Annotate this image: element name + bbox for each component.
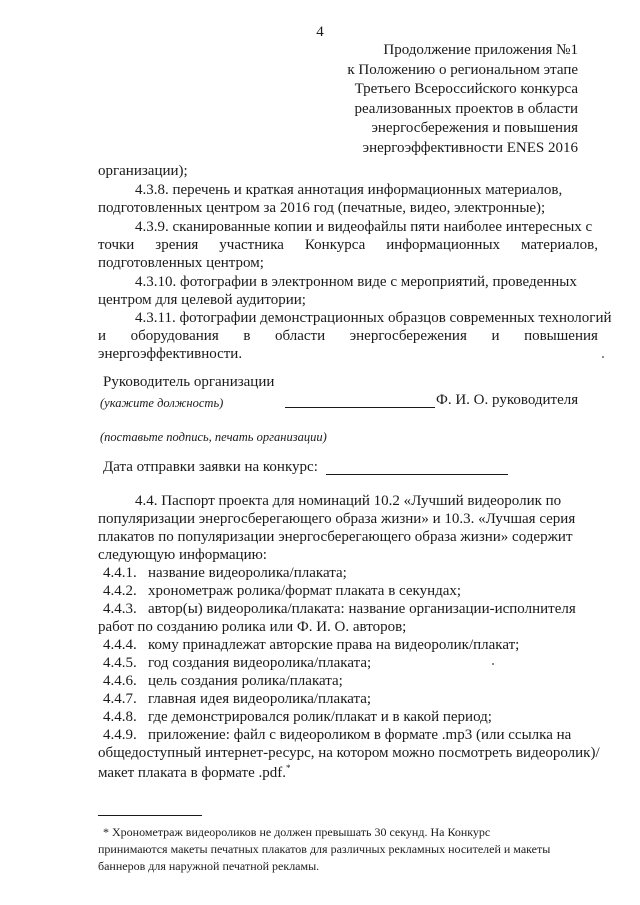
item-4-3-9-line2: точки зрения участника Конкурса информационных материалов, — [98, 237, 598, 253]
list-item-num: 4.4.3. — [103, 601, 137, 617]
list-item-num: 4.4.9. — [103, 727, 137, 743]
item-4-3-10-line2: центром для целевой аудитории; — [98, 292, 306, 308]
signature-line — [285, 393, 435, 408]
list-item-continuation: работ по созданию ролика или Ф. И. О. авторов; — [98, 619, 407, 635]
list-item-text: цель создания ролика/плаката; — [148, 673, 343, 689]
list-item-text: главная идея видеоролика/плаката; — [148, 691, 372, 707]
stamp-hint: (поставьте подпись, печать организации) — [100, 430, 327, 444]
list-item-num: 4.4.2. — [103, 583, 137, 599]
head-of-organization-label: Руководитель организации — [103, 374, 275, 390]
item-4-3-9-line1: 4.3.9. сканированные копии и видеофайлы пяти наиболее интересных с — [135, 219, 593, 235]
list-item-num: 4.4.6. — [103, 673, 137, 689]
section-4-4-line4: следующую информацию: — [98, 547, 267, 563]
item-4-3-9-line3: подготовленных центром; — [98, 255, 264, 271]
continuation-text: организации); — [98, 163, 188, 179]
list-item-text: где демонстрировался ролик/плакат и в какой период; — [148, 709, 492, 725]
list-item-text: кому принадлежат авторские права на видеоролик/плакат; — [148, 637, 520, 653]
header-line: энергосбережения и повышения — [371, 120, 578, 136]
item-4-3-11-line1: 4.3.11. фотографии демонстрационных образцов современных технологий — [135, 310, 612, 326]
footnote-marker: * — [286, 763, 291, 773]
item-4-3-10-line1: 4.3.10. фотографии в электронном виде с мероприятий, проведенных — [135, 274, 577, 290]
footnote-line3: баннеров для наружной печатной рекламы. — [98, 859, 320, 873]
list-item-num: 4.4.1. — [103, 565, 137, 581]
list-item-text: приложение: файл с видеороликом в формате .mp3 (или ссылка на — [148, 727, 572, 743]
header-line: реализованных проектов в области — [354, 100, 578, 117]
item-4-4-9-line2: общедоступный интернет-ресурс, на котором можно посмотреть видеоролик)/ — [98, 745, 600, 761]
footnote-divider — [98, 815, 202, 816]
section-4-4-line1: 4.4. Паспорт проекта для номинаций 10.2 «Лучший видеоролик по — [135, 493, 562, 509]
item-4-3-11-line2: и оборудования в области энергосбережения и повышения — [98, 328, 598, 344]
list-item-text: хронометраж ролика/формат плаката в секундах; — [148, 583, 462, 599]
item-4-4-9-line3: макет плаката в формате .pdf.* — [98, 763, 291, 781]
list-item-num: 4.4.8. — [103, 709, 137, 725]
scan-speck — [492, 663, 494, 665]
section-4-4-line2: популяризации энергосберегающего образа жизни» и 10.3. «Лучшая серия — [98, 511, 576, 527]
header-line: Третьего Всероссийского конкурса — [354, 81, 578, 97]
header-line: к Положению о региональном этапе — [347, 61, 578, 78]
head-name-label: Ф. И. О. руководителя — [436, 392, 579, 408]
section-4-4-line3: плакатов по популяризации энергосберегающего образа жизни» содержит — [98, 529, 573, 545]
item-4-3-8-line1: 4.3.8. перечень и краткая аннотация информационных материалов, — [135, 182, 563, 198]
list-item-text: название видеоролика/плаката; — [148, 565, 347, 581]
submission-date-label: Дата отправки заявки на конкурс: — [103, 459, 318, 475]
list-item-num: 4.4.7. — [103, 691, 137, 707]
page-number: 4 — [316, 24, 324, 40]
list-item-num: 4.4.4. — [103, 637, 137, 653]
list-item-num: 4.4.5. — [103, 655, 137, 671]
item-4-3-11-line3: энергоэффективности. — [98, 346, 243, 362]
list-item-text: год создания видеоролика/плаката; — [148, 655, 372, 671]
position-hint: (укажите должность) — [100, 396, 224, 410]
appendix-header — [347, 41, 578, 158]
date-line — [326, 460, 508, 475]
item-4-3-8-line2: подготовленных центром за 2016 год (печатные, видео, электронные); — [98, 200, 546, 216]
scan-speck — [602, 356, 604, 358]
footnote-line2: принимаются макеты печатных плакатов для различных рекламных носителей и макеты — [98, 842, 551, 856]
header-line: энергоэффективности ENES 2016 — [362, 139, 578, 156]
header-line: Продолжение приложения №1 — [383, 42, 578, 58]
footnote-line1: * Хронометраж видеороликов не должен превышать 30 секунд. На Конкурс — [103, 825, 491, 839]
list-item-text: автор(ы) видеоролика/плаката: название организации-исполнителя — [148, 601, 576, 617]
